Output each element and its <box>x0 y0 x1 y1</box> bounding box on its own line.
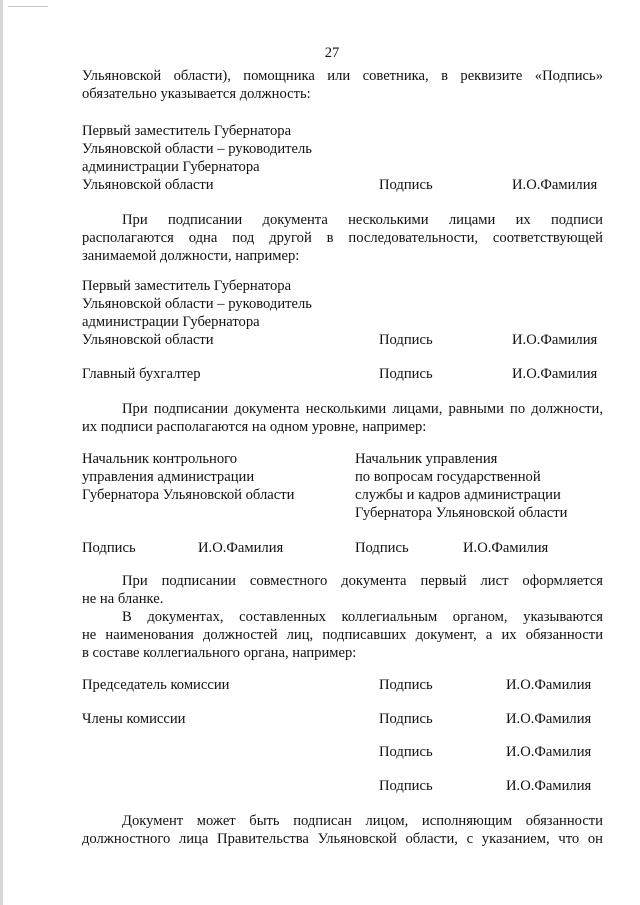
para-equal-signers <box>82 400 603 436</box>
example4-member-name: И.О.Фамилия <box>506 711 592 727</box>
example2-second-position: Главный бухгалтер <box>82 366 201 382</box>
example2-signature: Подпись <box>379 332 433 348</box>
example4-member-signature: Подпись <box>379 778 433 794</box>
example4-member-signature: Подпись <box>379 744 433 760</box>
example4-chair: Председатель комиссии <box>82 677 230 693</box>
example2-position-line: администрации Губернатора <box>82 314 260 330</box>
example4-members: Члены комиссии <box>82 711 186 727</box>
example4-chair-name: И.О.Фамилия <box>506 677 592 693</box>
example1-position-line: Ульяновской области – руководитель <box>82 141 312 157</box>
example3-left-position <box>82 450 342 504</box>
scan-left-edge <box>0 0 3 905</box>
para-acting-line-2: должностного лица Правительства Ульяновской области, с указанием, что он <box>82 831 603 847</box>
para-collegial-line-2: не наименования должностей лиц, подписавших документ, а их обязанности <box>82 627 603 643</box>
example3-right-name: И.О.Фамилия <box>463 540 549 556</box>
para-several-line-1: При подписании документа несколькими лицами их подписи <box>122 212 603 228</box>
para-equal-line-1: При подписании документа несколькими лицами, равными по должности, <box>122 401 603 417</box>
example4-member-name: И.О.Фамилия <box>506 778 592 794</box>
para-several-signers <box>82 211 603 265</box>
example1-position-line: Ульяновской области <box>82 177 214 193</box>
example2-name: И.О.Фамилия <box>512 332 598 348</box>
example3-right-line: по вопросам государственной <box>355 469 541 485</box>
intro-paragraph <box>82 67 603 103</box>
example1-position <box>82 122 372 194</box>
scan-top-mark <box>8 6 48 7</box>
example3-left-signature: Подпись <box>82 540 136 556</box>
example3-right-line: Губернатора Ульяновской области <box>355 505 568 521</box>
example3-right-line: Начальник управления <box>355 451 498 467</box>
example3-right-line: службы и кадров администрации <box>355 487 561 503</box>
para-joint-document <box>82 572 603 608</box>
example2-second-name: И.О.Фамилия <box>512 366 598 382</box>
example3-left-name: И.О.Фамилия <box>198 540 284 556</box>
example2-position <box>82 277 372 349</box>
para-joint-line-2: не на бланке. <box>82 591 164 607</box>
para-joint-line-1: При подписании совместного документа первый лист оформляется <box>122 573 603 589</box>
example1-name: И.О.Фамилия <box>512 177 598 193</box>
intro-line-1: Ульяновской области), помощника или советника, в реквизите «Подпись» <box>82 68 603 84</box>
example3-left-line: Губернатора Ульяновской области <box>82 487 295 503</box>
para-acting-official <box>82 812 603 848</box>
para-several-line-2: располагаются одна под другой в последовательности, соответствующей <box>82 230 603 246</box>
example1-position-line: Первый заместитель Губернатора <box>82 123 292 139</box>
example2-position-line: Ульяновской области – руководитель <box>82 296 312 312</box>
example2-position-line: Ульяновской области <box>82 332 214 348</box>
example3-right-position <box>355 450 605 522</box>
page-number: 27 <box>324 45 340 61</box>
example1-position-line: администрации Губернатора <box>82 159 260 175</box>
para-several-line-3: занимаемой должности, например: <box>82 248 300 264</box>
intro-line-2: обязательно указывается должность: <box>82 86 311 102</box>
example3-left-line: Начальник контрольного <box>82 451 238 467</box>
example3-right-signature: Подпись <box>355 540 409 556</box>
example4-member-name: И.О.Фамилия <box>506 744 592 760</box>
para-acting-line-1: Документ может быть подписан лицом, исполняющим обязанности <box>122 813 603 829</box>
example1-signature: Подпись <box>379 177 433 193</box>
para-collegial-body <box>82 608 603 662</box>
para-collegial-line-1: В документах, составленных коллегиальным органом, указываются <box>122 609 603 625</box>
para-equal-line-2: их подписи располагаются на одном уровне, например: <box>82 419 427 435</box>
example3-left-line: управления администрации <box>82 469 255 485</box>
para-collegial-line-3: в составе коллегиального органа, например: <box>82 645 357 661</box>
example4-member-signature: Подпись <box>379 711 433 727</box>
example2-second-signature: Подпись <box>379 366 433 382</box>
example4-chair-signature: Подпись <box>379 677 433 693</box>
example2-position-line: Первый заместитель Губернатора <box>82 278 292 294</box>
